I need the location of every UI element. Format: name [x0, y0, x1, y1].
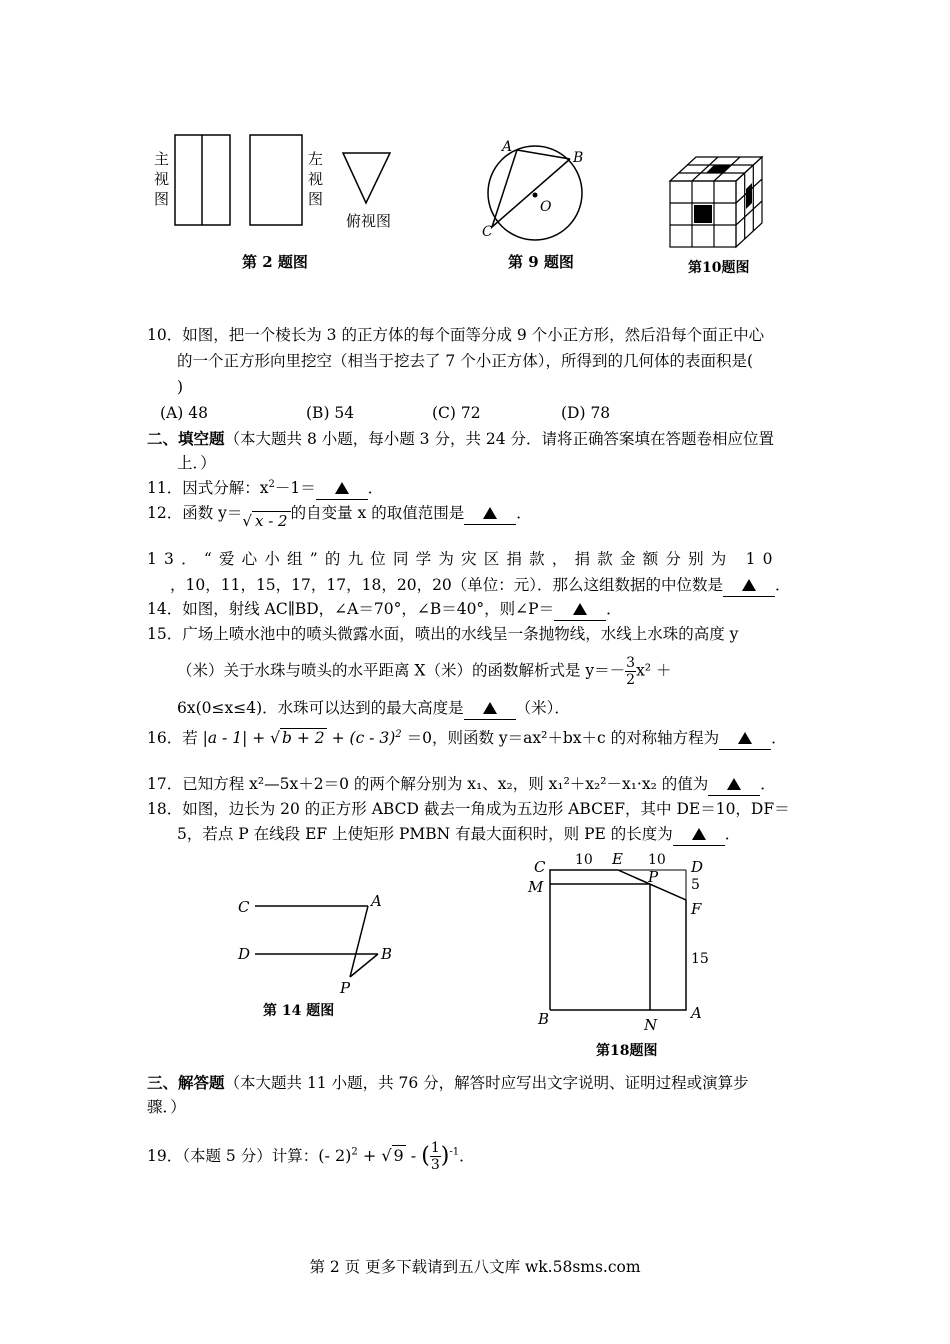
q16-square-expr: c - 3 — [355, 729, 390, 747]
figure-2 — [150, 125, 430, 285]
label-f: F — [691, 900, 702, 918]
q17-text: 17．已知方程 x²—5x＋2＝0 的两个解分别为 x₁、x₂，则 x₁²＋x₂²－x₁·x₂ 的值为 — [147, 775, 709, 793]
q10-line2: 的一个正方形向里挖空（相当于挖去了 7 个小正方体），所得到的几何体的表面积是( — [177, 352, 754, 370]
section3-desc: （本大题共 11 小题，共 76 分，解答时应写出文字说明、证明过程或演算步 — [224, 1074, 749, 1092]
figure-9-caption: 第 9 题图 — [508, 253, 574, 271]
main-view-label: 主 视 图 — [154, 150, 170, 208]
q13-end: ． — [775, 576, 791, 594]
q15-line1: 15．广场上喷水池中的喷头微露水面，喷出的水线呈一条抛物线，水线上水珠的高度 y — [147, 625, 739, 643]
label-len-fa: 15 — [691, 951, 709, 967]
figure-14-caption: 第 14 题图 — [263, 1003, 335, 1019]
q15-frac-num: 3 — [626, 655, 636, 671]
q11-mid: －1＝ — [274, 479, 316, 497]
q19-neg-exp: -1 — [449, 1146, 460, 1158]
figure-18-caption: 第18题图 — [596, 1043, 658, 1059]
triangle-icon — [727, 778, 741, 790]
q12-radicand: x - 2 — [252, 511, 291, 530]
label-a: A — [502, 139, 513, 155]
q11-post: ． — [367, 479, 384, 497]
label-b: B — [573, 150, 584, 166]
q16-post: ＝0，则函数 y＝ax²＋bx＋c 的对称轴方程为 — [406, 729, 720, 747]
label-b: B — [538, 1010, 550, 1028]
circle-drawing — [470, 135, 610, 245]
q19-exp: 2 — [351, 1146, 358, 1158]
label-b: B — [381, 945, 393, 963]
label-len-ed: 10 — [648, 852, 666, 868]
q15-line2 — [177, 655, 671, 688]
figure-10 — [660, 145, 780, 280]
q16-answer-blank[interactable] — [719, 727, 771, 750]
q10-line3: ) — [177, 378, 184, 396]
q17-answer-blank[interactable] — [708, 773, 760, 796]
q14-end: ． — [606, 600, 622, 618]
q16-expression: |a - 1| + √ b + 2 + (c - 3)$^2$ — [197, 728, 402, 747]
label-o: O — [540, 199, 552, 215]
q18-end: ． — [724, 825, 741, 843]
q10-option-c: (C) 72 — [432, 404, 481, 422]
label-e: E — [612, 850, 623, 868]
label-c: C — [482, 224, 493, 240]
section2-heading — [147, 428, 774, 450]
section3-heading — [147, 1072, 749, 1094]
q17-end: ． — [760, 775, 776, 793]
section2-desc2: 上．） — [177, 454, 216, 472]
q19-end: ． — [459, 1147, 475, 1165]
q15-answer-blank[interactable] — [464, 697, 516, 720]
q19-frac-den: 3 — [430, 1157, 440, 1173]
q16-end: ． — [771, 729, 787, 747]
q10-line1: 10．如图，把一个棱长为 3 的正方体的每个面等分成 9 个小正方形，然后沿每个面正中心 — [147, 326, 765, 344]
section3-desc2: 骤．） — [147, 1098, 186, 1116]
triangle-icon — [573, 603, 587, 615]
q11-answer-blank[interactable] — [316, 477, 368, 500]
q11 — [147, 477, 383, 500]
q13-line1: 13．“爱心小组”的九位同学为灾区捐款，捐款金额分别为 10 — [147, 550, 780, 568]
q18-line1: 18．如图，边长为 20 的正方形 ABCD 截去一角成为五边形 ABCEF，其中 DE＝10，DF＝ — [147, 800, 790, 818]
q17 — [147, 773, 776, 796]
q12-pre: 12．函数 y＝ — [147, 504, 243, 522]
figure-9 — [470, 135, 610, 275]
q10-option-d: (D) 78 — [561, 404, 611, 422]
q12-post: 的自变量 x 的取值范围是 — [290, 504, 465, 522]
label-p: P — [648, 868, 659, 886]
label-c: C — [534, 858, 546, 876]
q12-answer-blank[interactable] — [464, 502, 516, 525]
section2-desc: （本大题共 8 小题，每小题 3 分，共 24 分．请将正确答案填在答题卷相应位置 — [224, 430, 775, 448]
label-a: A — [371, 892, 382, 910]
q15-line3 — [177, 697, 570, 720]
section2-title: 二、填空题 — [147, 429, 225, 448]
q19-fraction — [430, 1140, 441, 1173]
cube-drawing — [660, 145, 780, 255]
q19-sqrt: 9 — [393, 1146, 404, 1165]
left-view-label: 左 视 图 — [308, 150, 324, 208]
figure-10-caption: 第10题图 — [688, 260, 750, 276]
q15-line2-end: x² ＋ — [636, 661, 672, 680]
q18-line2-text: 5，若点 P 在线段 EF 上使矩形 PMBN 有最大面积时，则 PE 的长度为 — [177, 825, 673, 843]
figure-14 — [230, 890, 430, 1025]
q10-option-a: (A) 48 — [160, 404, 208, 422]
label-n: N — [644, 1016, 658, 1033]
figure-14-drawing — [230, 890, 430, 1000]
q11-pre: 11．因式分解：x — [147, 479, 269, 497]
q15-line3-text: 6x(0≤x≤4)．水珠可以达到的最大高度是 — [177, 699, 464, 717]
q15-line2-text: （米）关于水珠与喷头的水平距离 X（米）的函数解析式是 y＝－ — [177, 661, 626, 680]
figure-18-drawing — [520, 848, 720, 1033]
q15-line3-end: （米）． — [515, 699, 570, 717]
label-p: P — [340, 979, 351, 997]
label-len-ce: 10 — [575, 852, 593, 868]
triangle-icon — [742, 579, 756, 591]
triangle-icon — [483, 702, 497, 714]
q16-sqrt-expr: b + 2 — [282, 729, 325, 747]
q12 — [147, 502, 532, 532]
q12-sqrt: √ x - 2 — [242, 510, 290, 532]
page-footer: 第 2 页 更多下载请到五八文库 wk.58sms.com — [309, 1258, 641, 1276]
q13-line2 — [170, 574, 791, 597]
figure-18 — [520, 848, 720, 1063]
triangle-icon — [335, 482, 349, 494]
q13-line2-text: ，10，11，15，17，17，18，20，20（单位：元）．那么这组数据的中位数是 — [170, 576, 724, 594]
q13-answer-blank[interactable] — [723, 574, 775, 597]
label-m: M — [528, 878, 544, 896]
q16-abs-expr: a - 1 — [207, 729, 243, 747]
q19-pre: 19．（本题 5 分）计算： — [147, 1147, 319, 1165]
q16 — [147, 727, 787, 750]
q12-end: ． — [516, 504, 532, 522]
q14-text: 14．如图，射线 AC∥BD，∠A＝70°，∠B＝40°，则∠P＝ — [147, 600, 555, 618]
section3-title: 三、解答题 — [147, 1073, 225, 1092]
triangle-icon — [692, 828, 706, 840]
label-d: D — [238, 945, 251, 963]
label-len-df: 5 — [691, 877, 700, 893]
q14-answer-blank[interactable] — [554, 598, 606, 621]
q19-frac-num: 1 — [430, 1140, 440, 1156]
q15-fraction — [625, 655, 636, 688]
figure-2-caption: 第 2 题图 — [242, 253, 308, 271]
triangle-icon — [483, 507, 497, 519]
q15-frac-den: 2 — [626, 672, 636, 688]
label-c: C — [238, 898, 250, 916]
q11-exp: 2 — [268, 478, 275, 490]
label-a: A — [691, 1004, 702, 1022]
q19-base: (- 2) — [318, 1146, 352, 1165]
label-d: D — [691, 858, 704, 876]
q10-option-b: (B) 54 — [306, 404, 355, 422]
q19-expression: (- 2)$^2$ + √ 9 - ( $\frac{1}{3}$ )$^{-1}$ — [318, 1140, 460, 1173]
q19 — [147, 1140, 475, 1173]
q18-line2 — [177, 823, 740, 846]
triangle-icon — [738, 732, 752, 744]
top-view-label: 俯视图 — [346, 212, 392, 230]
q16-pre: 16．若 — [147, 729, 198, 747]
q18-answer-blank[interactable] — [673, 823, 725, 846]
q14 — [147, 598, 622, 621]
